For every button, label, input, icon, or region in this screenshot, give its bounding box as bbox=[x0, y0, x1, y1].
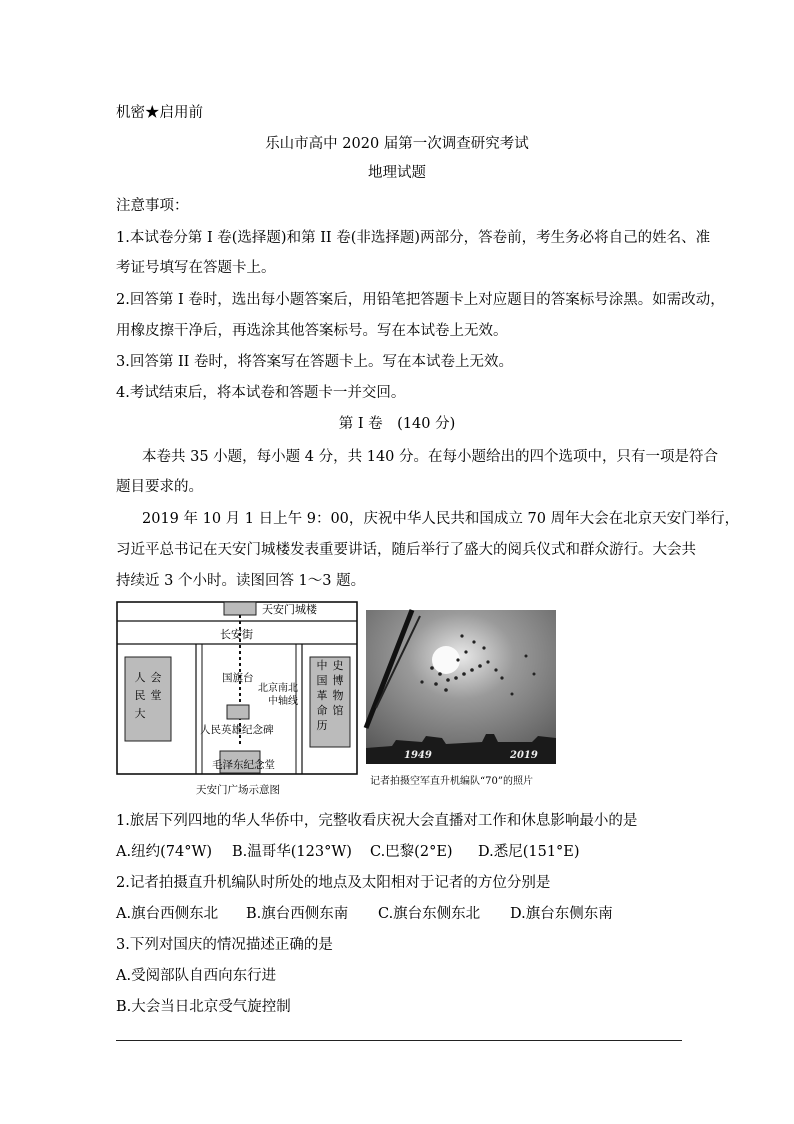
photo-caption: 记者拍摄空军直升机编队“70”的照片 bbox=[370, 776, 533, 787]
great-hall-shape bbox=[125, 657, 171, 741]
tiananmen-label: 天安门城楼 bbox=[262, 603, 317, 616]
monument-shape bbox=[227, 705, 249, 719]
museum-label: 中国革命历史博物馆 bbox=[316, 659, 344, 732]
section-title: 第 I 卷 (140 分) bbox=[338, 416, 456, 432]
tiananmen-square-map bbox=[116, 601, 360, 797]
question-2-option-c: C.旗台东侧东北 bbox=[378, 906, 481, 922]
subject-title: 地理试题 bbox=[368, 165, 426, 181]
notice-item-1-cont: 考证号填写在答题卡上。 bbox=[116, 260, 276, 276]
reviewing-stand-label: 国旗台 bbox=[222, 672, 254, 684]
question-2-stem: 2.记者拍摄直升机编队时所处的地点及太阳相对于记者的方位分别是 bbox=[116, 875, 551, 891]
tiananmen-gate-shape bbox=[224, 602, 256, 615]
axis-label: 北京南北中轴线 bbox=[258, 683, 298, 707]
photo-year-right: 2019 bbox=[510, 750, 538, 761]
passage-line-2: 习近平总书记在天安门城楼发表重要讲话，随后举行了盛大的阅兵仪式和群众游行。大会共 bbox=[116, 542, 696, 558]
notice-item-4: 4.考试结束后，将本试卷和答题卡一并交回。 bbox=[116, 385, 406, 401]
notice-item-3: 3.回答第 II 卷时，将答案写在答题卡上。写在本试卷上无效。 bbox=[116, 354, 514, 370]
passage-line-1: 2019 年 10 月 1 日上午 9：00，庆祝中华人民共和国成立 70 周年大会在北京天安门举行， bbox=[142, 511, 740, 527]
mausoleum-label: 毛泽东纪念堂 bbox=[212, 759, 275, 771]
notice-item-2: 2.回答第 I 卷时，选出每小题答案后，用铅笔把答题卡上对应题目的答案标号涂黑。如需改动， bbox=[116, 292, 725, 308]
question-1-option-a: A.纽约(74°W) bbox=[116, 844, 212, 860]
exam-title: 乐山市高中 2020 届第一次调查研究考试 bbox=[265, 136, 529, 152]
question-1-option-b: B.温哥华(123°W) bbox=[232, 844, 352, 860]
notice-title: 注意事项： bbox=[116, 198, 189, 214]
great-hall-label: 人民大会堂 bbox=[134, 671, 162, 720]
question-2-option-a: A.旗台西侧东北 bbox=[116, 906, 219, 922]
monument-label: 人民英雄纪念碑 bbox=[200, 724, 274, 736]
map-caption: 天安门广场示意图 bbox=[196, 784, 280, 796]
notice-item-1: 1.本试卷分第 I 卷(选择题)和第 II 卷(非选择题)两部分，答卷前，考生务必将自己的姓名、准 bbox=[116, 230, 711, 246]
question-2-option-b: B.旗台西侧东南 bbox=[246, 906, 349, 922]
passage-line-3: 持续近 3 个小时。读图回答 1～3 题。 bbox=[116, 573, 366, 589]
question-3-option-a: A.受阅部队自西向东行进 bbox=[116, 968, 277, 984]
question-1-option-c: C.巴黎(2°E) bbox=[370, 844, 453, 860]
question-3-stem: 3.下列对国庆的情况描述正确的是 bbox=[116, 937, 333, 953]
question-2-option-d: D.旗台东侧东南 bbox=[510, 906, 613, 922]
section-intro: 本卷共 35 小题，每小题 4 分，共 140 分。在每小题给出的四个选项中，只有一项是符合 bbox=[142, 449, 719, 465]
photo-year-left: 1949 bbox=[404, 750, 432, 761]
question-3-option-b: B.大会当日北京受气旋控制 bbox=[116, 999, 291, 1015]
notice-item-2-cont: 用橡皮擦干净后，再选涂其他答案标号。写在本试卷上无效。 bbox=[116, 323, 508, 339]
section-intro-cont: 题目要求的。 bbox=[116, 479, 203, 495]
photo-sky bbox=[366, 610, 556, 764]
changan-label: 长安街 bbox=[220, 628, 253, 641]
question-1-option-d: D.悉尼(151°E) bbox=[478, 844, 580, 860]
confidential-label: 机密★启用前 bbox=[116, 105, 203, 121]
question-1-stem: 1.旅居下列四地的华人华侨中，完整收看庆祝大会直播对工作和休息影响最小的是 bbox=[116, 813, 638, 829]
sun-icon bbox=[432, 646, 460, 674]
helicopter-photo bbox=[362, 608, 572, 788]
footer-rule bbox=[116, 1040, 682, 1041]
